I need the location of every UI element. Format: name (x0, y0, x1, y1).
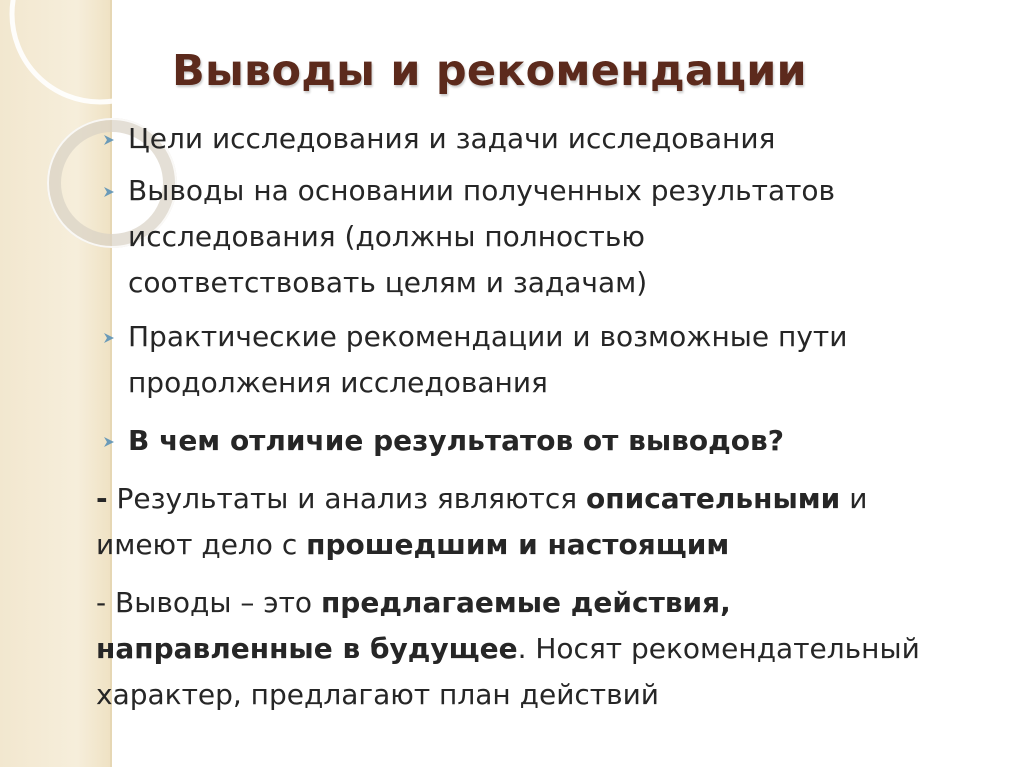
bullet-recommendations (96, 314, 1016, 406)
paragraph-line (96, 476, 1016, 522)
text-run: имеют дело с (96, 528, 307, 561)
paragraph-results (96, 476, 1016, 568)
text-run: . Носят рекомендательный (517, 632, 920, 665)
bullet-goals (96, 116, 1016, 162)
arrow-right-icon (102, 133, 116, 147)
bullet-question (96, 418, 1016, 464)
text-run-bold: направленные в будущее (96, 632, 518, 665)
bullet-line: Выводы на основании полученных результатов (128, 174, 836, 207)
bullet-line: продолжения исследования (128, 366, 548, 399)
text-run: - Выводы – это (96, 586, 321, 619)
bullet-line: Практические рекомендации и возможные пути (128, 320, 848, 353)
arrow-right-icon (102, 435, 116, 449)
text-run: Результаты и анализ являются (107, 482, 586, 515)
paragraph-line (96, 522, 1016, 568)
paragraph-conclusions (96, 580, 1016, 718)
slide-title: Выводы и рекомендации (172, 46, 807, 96)
bullet-line: исследования (должны полностью (128, 220, 645, 253)
text-run-bold: прошедшим и настоящим (306, 528, 730, 561)
paragraph-line (96, 580, 1016, 626)
text-run: и (840, 482, 868, 515)
text-run-bold: описательными (586, 482, 841, 515)
text-run-bold: предлагаемые действия, (320, 586, 731, 619)
arrow-right-icon (102, 185, 116, 199)
bullet-line: Цели исследования и задачи исследования (128, 122, 776, 155)
bullet-conclusions (96, 168, 1016, 306)
paragraph-line (96, 626, 1016, 672)
bullet-line: В чем отличие результатов от выводов? (128, 424, 784, 457)
paragraph-line: характер, предлагают план действий (96, 678, 660, 711)
bullet-line: соответствовать целям и задачам) (128, 266, 648, 299)
arrow-right-icon (102, 331, 116, 345)
slide-content (96, 116, 1016, 718)
dash: - (96, 482, 108, 515)
